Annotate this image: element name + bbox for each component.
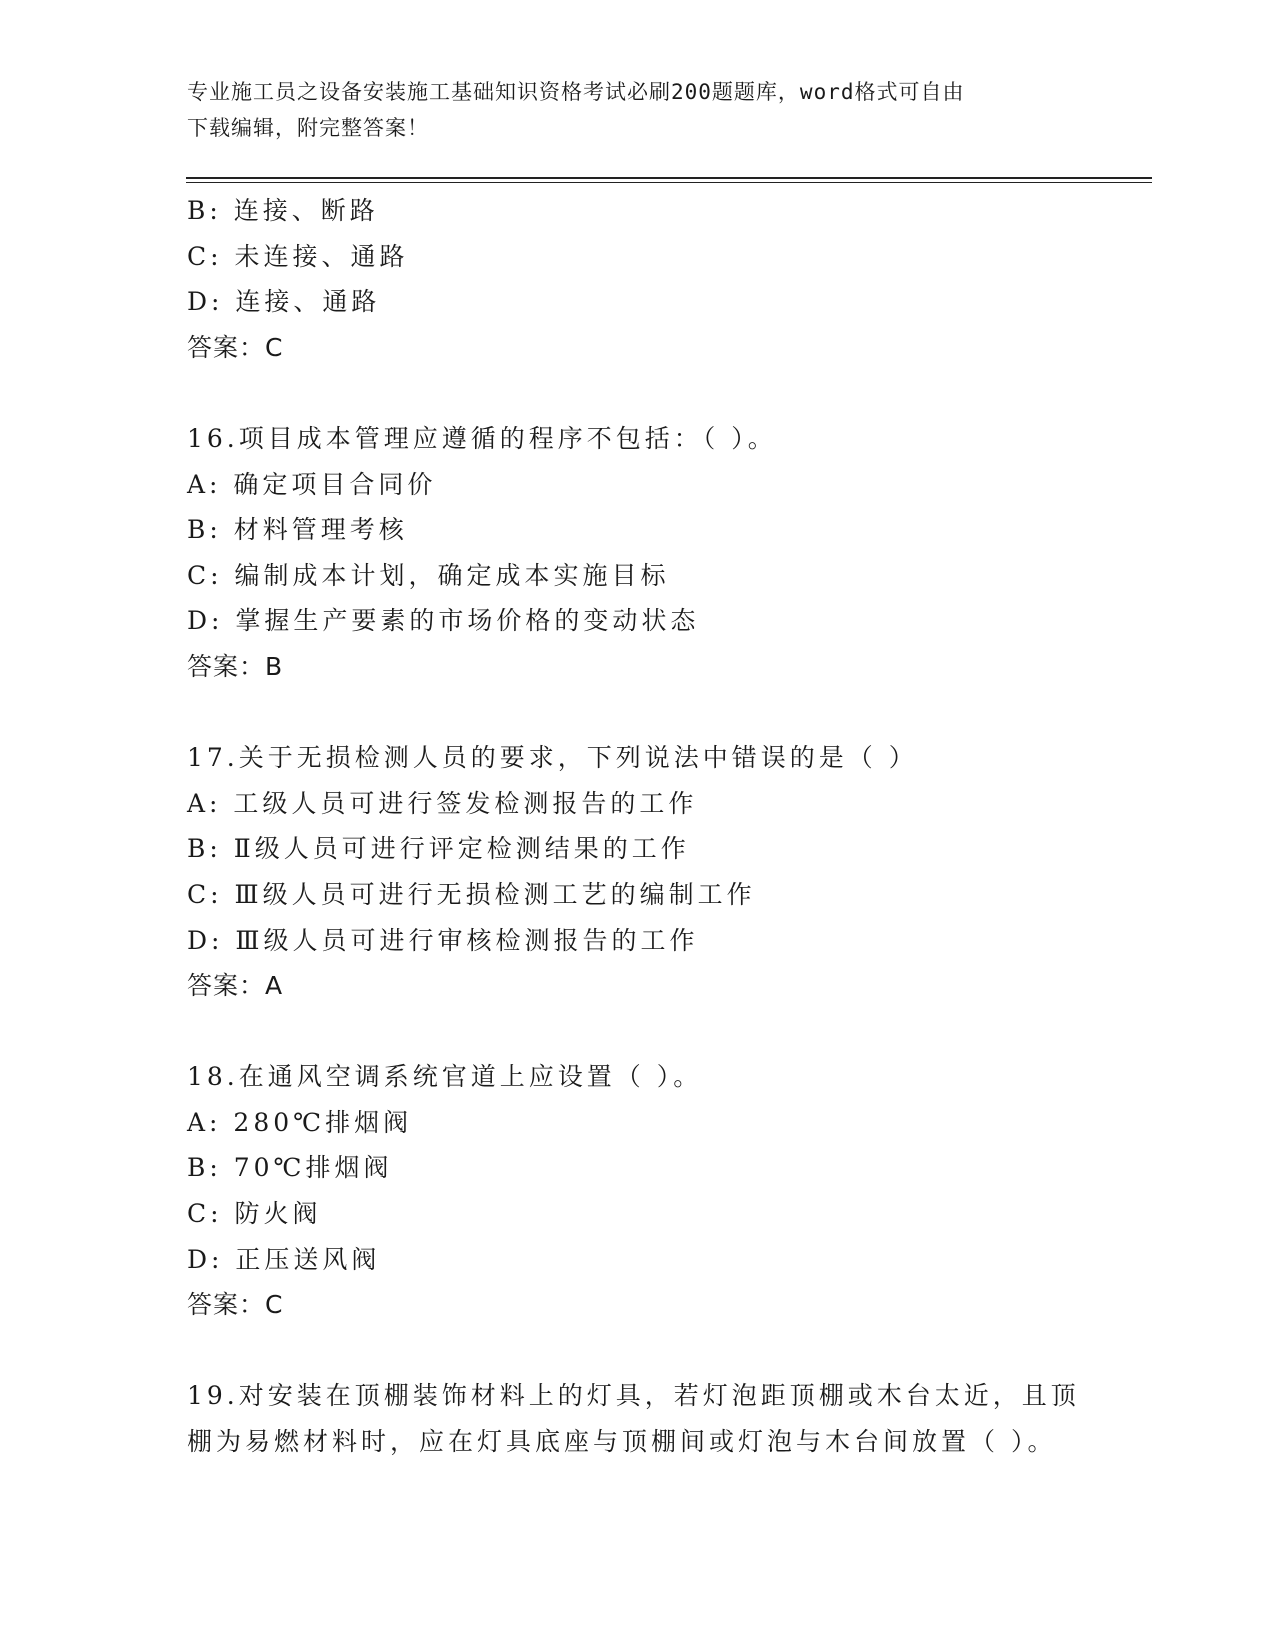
option-c: C: 编制成本计划，确定成本实施目标 <box>187 560 670 590</box>
header-rule-thin <box>186 182 1152 183</box>
header-line-2: 下载编辑，附完整答案！ <box>187 116 429 140</box>
question-stem: 17.关于无损检测人员的要求，下列说法中错误的是（ ） <box>187 743 918 773</box>
question-17 <box>187 735 1087 1009</box>
question-19 <box>187 1373 1087 1464</box>
option-c: C: 防火阀 <box>187 1199 322 1229</box>
option-c: C: 未连接、通路 <box>187 241 409 271</box>
option-a: A: 工级人员可进行签发检测报告的工作 <box>187 788 698 818</box>
option-d: D: Ⅲ级人员可进行审核检测报告的工作 <box>187 925 699 955</box>
question-stem-line-1: 19.对安装在顶棚装饰材料上的灯具，若灯泡距顶棚或木台太近，且顶 <box>187 1381 1080 1411</box>
option-d: D: 连接、通路 <box>187 287 381 317</box>
question-15 <box>187 188 1087 370</box>
option-b: B: 连接、断路 <box>187 196 379 225</box>
option-b: B: 材料管理考核 <box>187 515 408 545</box>
spacer <box>187 1009 1087 1055</box>
header-line-1: 专业施工员之设备安装施工基础知识资格考试必刷200题题库，word格式可自由 <box>187 80 965 104</box>
document-header <box>187 74 1087 146</box>
question-list <box>187 188 1087 1465</box>
spacer <box>187 1328 1087 1374</box>
question-16 <box>187 416 1087 690</box>
question-stem-line-2: 棚为易燃材料时，应在灯具底座与顶棚间或灯泡与木台间放置（ ）。 <box>187 1427 1057 1457</box>
answer: 答案：C <box>187 332 284 362</box>
option-a: A: 确定项目合同价 <box>187 469 437 499</box>
option-c: C: Ⅲ级人员可进行无损检测工艺的编制工作 <box>187 879 756 909</box>
option-a: A: 280℃排烟阀 <box>187 1107 413 1137</box>
option-b: B: 70℃排烟阀 <box>187 1153 393 1183</box>
question-18 <box>187 1054 1087 1328</box>
question-stem: 16.项目成本管理应遵循的程序不包括：（ ）。 <box>187 423 777 453</box>
question-stem: 18.在通风空调系统官道上应设置（ ）。 <box>187 1062 703 1092</box>
answer: 答案：B <box>187 651 284 681</box>
answer: 答案：C <box>187 1290 284 1320</box>
option-d: D: 正压送风阀 <box>187 1244 381 1274</box>
spacer <box>187 690 1087 736</box>
option-b: B: Ⅱ级人员可进行评定检测结果的工作 <box>187 834 690 864</box>
option-d: D: 掌握生产要素的市场价格的变动状态 <box>187 606 700 636</box>
answer: 答案：A <box>187 971 284 1001</box>
header-rule-thick <box>186 177 1152 179</box>
spacer <box>187 370 1087 416</box>
